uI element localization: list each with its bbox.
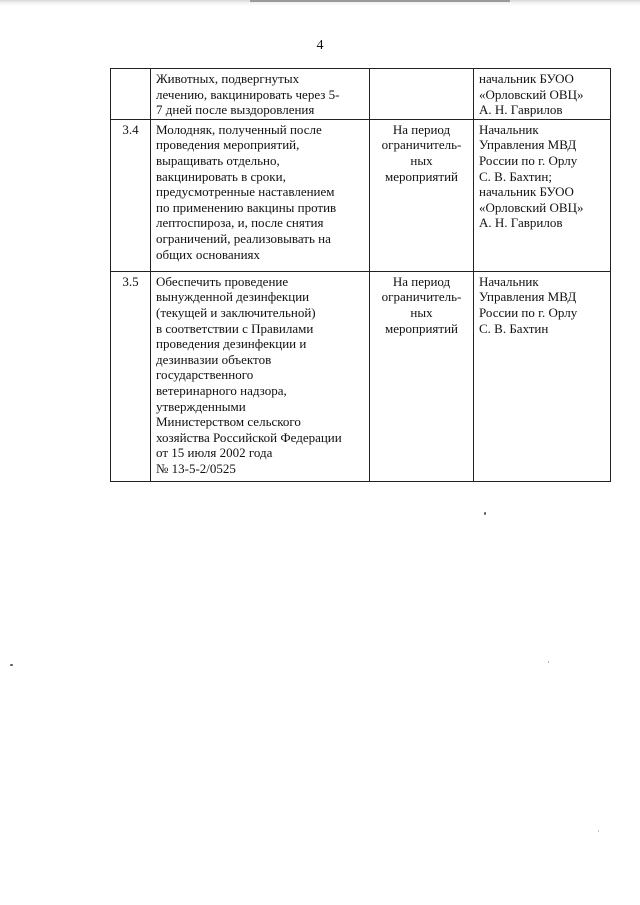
action-text-line: общих основаниях	[156, 246, 261, 262]
measures-table-body	[111, 69, 611, 482]
scan-speck	[484, 512, 486, 515]
action-text-line: лечению, вакцинировать через 5-	[156, 86, 340, 102]
action-text-line: Министерством сельского	[156, 414, 301, 430]
action-text-line: выращивать отдельно,	[156, 152, 280, 168]
term-text-line: На период	[392, 273, 451, 289]
scan-speck	[548, 661, 549, 663]
responsible-text-line: начальник БУОО	[479, 71, 574, 86]
responsible-text-line: А. Н. Гаврилов	[479, 102, 563, 118]
responsible-text-line: Управления МВД	[479, 289, 577, 305]
table-row	[111, 271, 611, 481]
responsible-text-line: «Орловский ОВЦ»	[479, 199, 584, 215]
action-text-line: вынужденной дезинфекции	[156, 289, 310, 305]
measures-table	[110, 68, 611, 482]
action-text-line: государственного	[156, 367, 254, 383]
table-row	[111, 119, 611, 271]
responsible-text-line: начальник БУОО	[479, 184, 574, 200]
term-text-line: На период	[392, 121, 451, 137]
term-text-line: ных	[410, 304, 433, 320]
item-number-cell: 3.4	[111, 119, 151, 271]
term-text-line: мероприятий	[385, 320, 458, 336]
scan-top-edge	[0, 0, 640, 8]
action-text-line: ограничений, реализовывать на	[156, 230, 331, 246]
action-text-line: предусмотренные наставлением	[156, 184, 335, 200]
action-cell	[151, 271, 370, 481]
responsible-text-line: «Орловский ОВЦ»	[479, 86, 584, 102]
responsible-text-line: России по г. Орлу	[479, 304, 578, 320]
scan-speck	[10, 664, 13, 666]
scan-artifact-line	[250, 0, 510, 2]
responsible-text-line: С. В. Бахтин;	[479, 168, 552, 184]
table-row	[111, 69, 611, 120]
action-text-line: хозяйства Российской Федерации	[156, 429, 342, 445]
term-text-line: мероприятий	[385, 168, 458, 184]
term-cell	[370, 119, 474, 271]
term-text-line: ных	[410, 152, 433, 168]
action-text-line: № 13-5-2/0525	[156, 460, 236, 476]
action-text-line: Животных, подвергнутых	[156, 71, 300, 86]
action-text-line: проведения дезинфекции и	[156, 336, 307, 352]
action-text-line: Обеспечить проведение	[156, 273, 289, 289]
responsible-text-line: России по г. Орлу	[479, 152, 578, 168]
action-text-line: по применению вакцины против	[156, 199, 337, 215]
action-text-line: лептоспироза, и, после снятия	[156, 215, 324, 231]
term-text-line: ограничитель-	[381, 137, 462, 153]
responsible-cell	[474, 119, 611, 271]
responsible-text-line: С. В. Бахтин	[479, 320, 549, 336]
action-text-line: дезинвазии объектов	[156, 351, 272, 367]
scan-speck	[598, 830, 599, 832]
page-number: 4	[316, 38, 324, 53]
item-number-cell	[111, 69, 151, 120]
term-text-line: ограничитель-	[381, 289, 462, 305]
action-cell	[151, 69, 370, 120]
action-text-line: проведения мероприятий,	[156, 137, 300, 153]
responsible-text-line: Начальник	[479, 273, 539, 289]
term-cell	[370, 271, 474, 481]
action-text-line: утвержденными	[156, 398, 246, 414]
action-cell	[151, 119, 370, 271]
responsible-cell	[474, 271, 611, 481]
action-text-line: Молодняк, полученный после	[156, 121, 322, 137]
action-text-line: (текущей и заключительной)	[156, 304, 316, 320]
responsible-text-line: Управления МВД	[479, 137, 577, 153]
action-text-line: от 15 июля 2002 года	[156, 445, 273, 461]
responsible-text-line: А. Н. Гаврилов	[479, 215, 563, 231]
action-text-line: ветеринарного надзора,	[156, 382, 287, 398]
responsible-cell	[474, 69, 611, 120]
responsible-text-line: Начальник	[479, 121, 539, 137]
action-text-line: в соответствии с Правилами	[156, 320, 314, 336]
term-cell	[370, 69, 474, 120]
item-number-cell: 3.5	[111, 271, 151, 481]
action-text-line: 7 дней после выздоровления	[156, 102, 315, 118]
action-text-line: вакцинировать в сроки,	[156, 168, 286, 184]
